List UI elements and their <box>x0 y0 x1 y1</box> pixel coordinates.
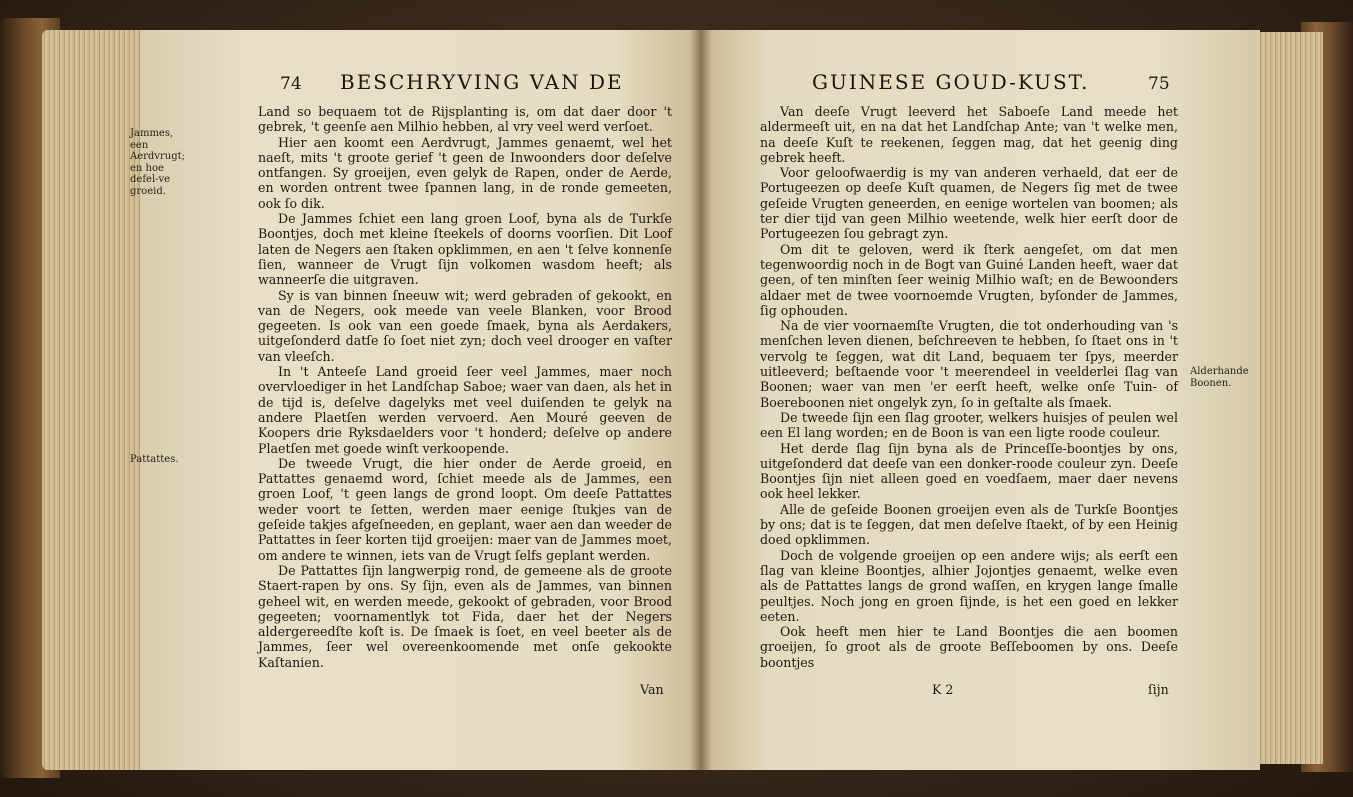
left-page-number: 74 <box>280 74 302 94</box>
paragraph: Sy is van binnen ſneeuw wit; werd gebraden of gekookt, en van de Negers, ook meede van veele Blanken, voor Brood gegeeten. Is ook van een goede ſmaek, byna als Aerdakers, uitgeſonderd datſe ſo ſoet niet zyn; doch veel drooger en vaſter van vleeſch. <box>258 287 672 364</box>
right-page-number: 75 <box>1148 74 1170 94</box>
right-body-text <box>760 104 1178 670</box>
paragraph: Om dit te geloven, werd ik ſterk aengeſet, om dat men tegenwoordig noch in de Bogt van Guiné Landen heeft, waer dat geen, of ten minſten ſeer weinig Milhio waſt; en de Bewoonders aldaer met de twee voornoemde Vrugten, byſonder de Jammes, ſig ophouden. <box>760 241 1178 318</box>
paragraph: In 't Anteeſe Land groeid ſeer veel Jammes, maer noch overvloediger in het Landſchap Saboe; waer van daen, als het in de tijd is, deſelve dagelyks met veel duiſenden te gelyk na andere Plaetſen werden vervoerd. Aen Mouré geeven de Koopers drie Ryksdaelders voor 't honderd; deſelve op andere Plaetſen met goede winſt verkoopende. <box>258 364 672 456</box>
paragraph: De tweede ſijn een ſlag grooter, welkers huisjes of peulen wel een El lang worden; en de Boon is van een ligte roode couleur. <box>760 409 1178 441</box>
margin-note-jammes: Jammes, een Aerdvrugt; en hoe defel-ve groeid. <box>130 128 185 197</box>
paragraph: Alle de geſeide Boonen groeijen even als de Turkſe Boontjes by ons; dat is te ſeggen, dat men deſelve ſtaekt, of by een Heinig doed opklimmen. <box>760 501 1178 548</box>
paragraph: Ook heeft men hier te Land Boontjes die aen boomen groeijen, ſo groot als de groote Beſſeboomen by ons. Deeſe boontjes <box>760 624 1178 670</box>
paragraph: Hier aen koomt een Aerdvrugt, Jammes genaemt, wel het naeſt, mits 't groote gerief 't geen de Inwoonders door deſelve ontfangen. Sy groeijen, even gelyk de Rapen, onder de Aerde, en worden ontrent twee ſpannen lang, in de ronde gemeeten, ook ſo dik. <box>258 134 672 211</box>
right-catchword: ſijn <box>1148 682 1169 697</box>
signature-mark: K 2 <box>932 682 954 697</box>
paragraph: De Jammes ſchiet een lang groen Loof, byna als de Turkſe Boontjes, doch met kleine ſteekels of doorns voorſien. Dit Loof laten de Negers aen ſtaken opklimmen, en aen 't ſelve konnenſe ſien, wanneer de Vrugt ſijn volkomen wasdom heeft; als wanneerſe die uitgraven. <box>258 211 672 288</box>
margin-note-pattattes: Pattattes. <box>130 454 179 465</box>
paragraph: Het derde ſlag ſijn byna als de Princeſſe-boontjes by ons, uitgeſonderd dat deeſe van een donker-roode couleur zyn. Deeſe Boontjes ſijn niet alleen goed en voedſaem, maer daer nevens ook heel lekker. <box>760 440 1178 502</box>
right-running-header: GUINESE GOUD-KUST. <box>812 70 1090 94</box>
left-page <box>130 30 700 770</box>
paragraph: De Pattattes ſijn langwerpig rond, de gemeene als de groote Staert-rapen by ons. Sy ſijn, even als de Jammes, van binnen geheel wit, en werden meede, gekookt of gebraden, voor Brood gegeeten; voornamentlyk tot Fida, daer het der Negers aldergereedſte koſt is. De ſmaek is ſoet, en veel beeter als de Jammes, ſeer wel overeenkoomende met onſe gekookte Kaſtanien. <box>258 562 672 670</box>
left-running-header: BESCHRYVING VAN DE <box>340 70 624 94</box>
book-gutter <box>690 30 712 770</box>
margin-note-boonen: Alderhande Boonen. <box>1190 366 1249 389</box>
paragraph: Voor geloofwaerdig is my van anderen verhaeld, dat eer de Portugeezen op deeſe Kuſt quamen, de Negers ſig met de twee geſeide Vrugten geneerden, en eenige wortelen van boomen; als ter dier tijd van geen Milhio weetende, welk hier eerſt door de Portugeezen ſou gebragt zyn. <box>760 165 1178 242</box>
paragraph: Land so bequaem tot de Rijsplanting is, om dat daer door 't gebrek, 't geenſe aen Milhio hebben, al vry veel werd verſoet. <box>258 104 672 135</box>
left-body-text <box>258 104 672 670</box>
paragraph: Na de vier voornaemſte Vrugten, die tot onderhouding van 's menſchen leven dienen, beſchreeven te hebben, ſo ſtaet ons in 't vervolg te ſeggen, wat dit Land, bequaem ter ſpys, meerder uitleeverd; beſtaende voor 't meerendeel in veelderlei ſlag van Boonen; waer van men 'er eerſt heeft, welke onſe Tuin- of Boereboonen niet ongelyk zyn, ſo in geſtalte als ſmaek. <box>760 318 1178 410</box>
paragraph: Doch de volgende groeijen op een andere wijs; als eerſt een ſlag van kleine Boontjes, alhier Jojontjes genaemt, welke even als de Pattattes langs de grond waſſen, en krygen lange ſmalle peultjes. Noch jong en groen ſijnde, is het een goed en lekker eeten. <box>760 547 1178 624</box>
left-catchword: Van <box>640 682 664 697</box>
paragraph: Van deeſe Vrugt leeverd het Saboeſe Land meede het aldermeeſt uit, en na dat het Landſchap Ante; van 't welke men, na deeſe Kuſt te reekenen, ſeggen mag, dat het geenig ding gebrek heeft. <box>760 104 1178 165</box>
paragraph: De tweede Vrugt, die hier onder de Aerde groeid, en Pattattes genaemd word, ſchiet meede als de Jammes, een groen Loof, 't geen langs de grond loopt. Om deeſe Pattattes weder voort te ſetten, werden maer eenige ſtukjes van de geſeide takjes afgeſneeden, en geplant, waer aen dan weeder de Pattattes in ſeer korten tijd groeijen: maer van de Jammes moet, om andere te winnen, iets van de Vrugt ſelfs geplant werden. <box>258 455 672 563</box>
right-page <box>700 30 1260 770</box>
